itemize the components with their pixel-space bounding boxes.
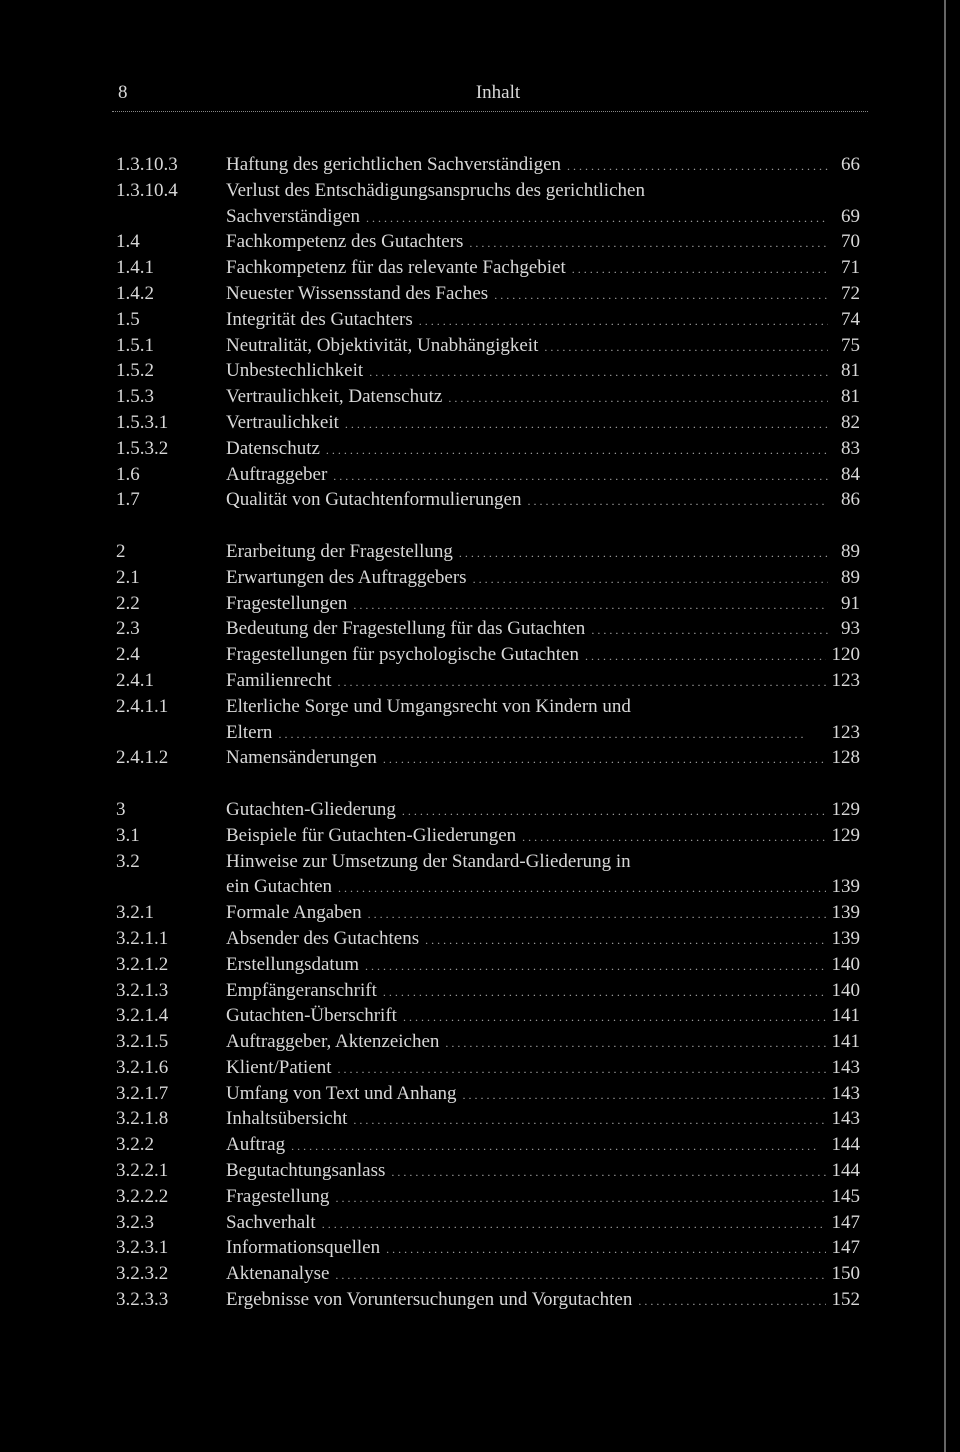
entry-page: 89 xyxy=(841,566,860,588)
toc-entry xyxy=(116,900,860,926)
entry-title: Inhaltsübersicht xyxy=(226,1108,348,1130)
entry-title: Sachverhalt xyxy=(226,1211,316,1233)
dot-leader xyxy=(391,1160,825,1186)
toc-entry xyxy=(116,952,860,978)
toc-entry xyxy=(116,1106,860,1132)
table-of-contents xyxy=(116,152,860,1339)
entry-title: Absender des Gutachtens xyxy=(226,927,420,949)
entry-page: 86 xyxy=(841,489,860,511)
entry-page: 71 xyxy=(841,257,860,279)
entry-number: 3.1 xyxy=(116,824,140,846)
entry-number: 3.2.1.4 xyxy=(116,1005,169,1027)
entry-title: Fragestellungen für psychologische Gutachten xyxy=(226,644,579,666)
entry-page: 144 xyxy=(831,1134,860,1156)
entry-number: 3.2.1 xyxy=(116,902,154,924)
entry-title-continuation: ein Gutachten xyxy=(226,876,333,898)
entry-page: 139 xyxy=(831,876,860,898)
entry-page: 70 xyxy=(841,231,860,253)
dot-leader xyxy=(345,412,828,438)
entry-title: Fragestellungen xyxy=(226,592,348,614)
entry-page: 89 xyxy=(841,540,860,562)
entry-number: 3.2.1.1 xyxy=(116,927,169,949)
entry-page: 83 xyxy=(841,437,860,459)
entry-title: Elterliche Sorge und Umgangsrecht von Kindern und xyxy=(226,695,631,717)
dot-leader xyxy=(463,1083,826,1109)
entry-number: 1.5.1 xyxy=(116,334,154,356)
toc-section xyxy=(116,539,860,771)
dot-leader xyxy=(522,825,825,851)
entry-page: 140 xyxy=(831,979,860,1001)
dot-leader xyxy=(335,1263,825,1289)
toc-entry xyxy=(116,1055,860,1081)
entry-title-continuation: Sachverständigen xyxy=(226,205,361,227)
entry-page: 123 xyxy=(831,669,860,691)
dot-leader xyxy=(459,541,828,567)
header-rule xyxy=(112,111,868,112)
entry-page: 91 xyxy=(841,592,860,614)
entry-title: Gutachten-Überschrift xyxy=(226,1005,397,1027)
dot-leader xyxy=(338,670,826,696)
toc-entry-continuation xyxy=(116,874,860,900)
toc-entry xyxy=(116,591,860,617)
entry-number: 3.2.1.6 xyxy=(116,1056,169,1078)
entry-title: Empfängeranschrift xyxy=(226,979,377,1001)
entry-title: Fachkompetenz für das relevante Fachgebiet xyxy=(226,257,566,279)
entry-page: 128 xyxy=(831,747,860,769)
dot-leader xyxy=(448,386,828,412)
entry-number: 3.2.3.2 xyxy=(116,1263,169,1285)
entry-page: 147 xyxy=(831,1211,860,1233)
toc-entry xyxy=(116,487,860,513)
entry-page: 141 xyxy=(831,1031,860,1053)
entry-number: 2.2 xyxy=(116,592,140,614)
dot-leader xyxy=(365,954,826,980)
scan-edge xyxy=(944,0,946,1452)
entry-title: Begutachtungsanlass xyxy=(226,1160,386,1182)
toc-entry xyxy=(116,694,860,720)
dot-leader xyxy=(333,464,828,490)
entry-page: 120 xyxy=(831,644,860,666)
entry-number: 1.6 xyxy=(116,463,140,485)
entry-page: 143 xyxy=(831,1108,860,1130)
toc-entry xyxy=(116,1081,860,1107)
entry-number: 3.2.1.2 xyxy=(116,953,169,975)
entry-page: 69 xyxy=(841,205,860,227)
entry-number: 3.2.2.2 xyxy=(116,1185,169,1207)
entry-number: 1.7 xyxy=(116,489,140,511)
entry-page: 139 xyxy=(831,902,860,924)
toc-entry xyxy=(116,926,860,952)
toc-entry xyxy=(116,462,860,488)
entry-title: Formale Angaben xyxy=(226,902,362,924)
entry-number: 2.1 xyxy=(116,566,140,588)
entry-title: Gutachten-Gliederung xyxy=(226,798,396,820)
entry-number: 3.2.2 xyxy=(116,1134,154,1156)
dot-leader xyxy=(567,154,828,180)
toc-entry xyxy=(116,307,860,333)
toc-entry xyxy=(116,1235,860,1261)
toc-entry xyxy=(116,384,860,410)
entry-number: 1.3.10.3 xyxy=(116,154,178,175)
entry-page: 123 xyxy=(831,721,860,743)
entry-page: 140 xyxy=(831,953,860,975)
toc-entry xyxy=(116,1029,860,1055)
dot-leader xyxy=(366,206,828,232)
entry-page: 129 xyxy=(831,798,860,820)
entry-page: 139 xyxy=(831,927,860,949)
toc-entry xyxy=(116,1003,860,1029)
entry-number: 3.2.3.1 xyxy=(116,1237,169,1259)
entry-title: Datenschutz xyxy=(226,437,320,459)
toc-entry xyxy=(116,1287,860,1313)
dot-leader xyxy=(572,257,828,283)
entry-page: 152 xyxy=(831,1289,860,1311)
entry-number: 3 xyxy=(116,798,126,820)
entry-number: 2.4.1.1 xyxy=(116,695,169,717)
toc-section xyxy=(116,797,860,1313)
entry-number: 2.4.1 xyxy=(116,669,154,691)
dot-leader xyxy=(291,1134,825,1160)
entry-page: 75 xyxy=(841,334,860,356)
toc-entry xyxy=(116,152,860,178)
entry-number: 2 xyxy=(116,540,126,562)
entry-title: Integrität des Gutachters xyxy=(226,308,413,330)
dot-leader xyxy=(585,644,826,670)
dot-leader xyxy=(338,876,825,902)
entry-number: 3.2.1.7 xyxy=(116,1082,169,1104)
dot-leader xyxy=(386,1237,825,1263)
entry-number: 3.2 xyxy=(116,850,140,872)
toc-entry xyxy=(116,849,860,875)
dot-leader xyxy=(445,1031,825,1057)
entry-number: 1.4.2 xyxy=(116,282,154,304)
entry-page: 150 xyxy=(831,1263,860,1285)
entry-page: 72 xyxy=(841,282,860,304)
toc-entry xyxy=(116,797,860,823)
dot-leader xyxy=(353,593,828,619)
entry-number: 1.5.3.2 xyxy=(116,437,169,459)
entry-number: 1.5.3 xyxy=(116,386,154,408)
entry-page: 81 xyxy=(841,386,860,408)
dot-leader xyxy=(403,1005,826,1031)
entry-number: 2.3 xyxy=(116,618,140,640)
entry-title: Umfang von Text und Anhang xyxy=(226,1082,457,1104)
dot-leader xyxy=(527,489,828,515)
entry-title: Beispiele für Gutachten-Gliederungen xyxy=(226,824,517,846)
entry-number: 3.2.1.3 xyxy=(116,979,169,1001)
dot-leader xyxy=(419,309,828,335)
entry-title: Verlust des Entschädigungsanspruchs des gerichtlichen xyxy=(226,179,645,201)
entry-title: Neuester Wissensstand des Faches xyxy=(226,282,489,304)
entry-title-continuation: Eltern xyxy=(226,721,273,743)
entry-title: Unbestechlichkeit xyxy=(226,360,364,382)
entry-number: 3.2.2.1 xyxy=(116,1160,169,1182)
toc-entry xyxy=(116,333,860,359)
entry-number: 3.2.3 xyxy=(116,1211,154,1233)
entry-title: Auftraggeber xyxy=(226,463,328,485)
dot-leader xyxy=(326,438,828,464)
entry-title: Hinweise zur Umsetzung der Standard-Gliederung in xyxy=(226,850,631,872)
entry-page: 66 xyxy=(841,154,860,175)
page-number: 8 xyxy=(118,82,128,103)
toc-entry xyxy=(116,565,860,591)
toc-entry xyxy=(116,616,860,642)
dot-leader xyxy=(494,283,828,309)
entry-page: 145 xyxy=(831,1185,860,1207)
entry-page: 143 xyxy=(831,1056,860,1078)
entry-number: 1.5 xyxy=(116,308,140,330)
dot-leader xyxy=(383,980,826,1006)
toc-entry xyxy=(116,1261,860,1287)
toc-entry xyxy=(116,1132,860,1158)
dot-leader xyxy=(368,902,826,928)
entry-title: Vertraulichkeit xyxy=(226,411,339,433)
dot-leader xyxy=(369,360,828,386)
entry-page: 141 xyxy=(831,1005,860,1027)
entry-title: Ergebnisse von Voruntersuchungen und Vorgutachten xyxy=(226,1289,633,1311)
entry-title: Qualität von Gutachtenformulierungen xyxy=(226,489,522,511)
toc-entry xyxy=(116,1184,860,1210)
toc-entry xyxy=(116,358,860,384)
entry-title: Erstellungsdatum xyxy=(226,953,359,975)
dot-leader xyxy=(591,618,828,644)
toc-entry xyxy=(116,539,860,565)
entry-number: 1.5.2 xyxy=(116,360,154,382)
running-title: Inhalt xyxy=(475,82,521,103)
entry-page: 74 xyxy=(841,308,860,330)
entry-page: 129 xyxy=(831,824,860,846)
entry-page: 81 xyxy=(841,360,860,382)
dot-leader xyxy=(402,799,826,825)
entry-title: Fragestellung xyxy=(226,1185,330,1207)
toc-entry xyxy=(116,178,860,204)
dot-leader xyxy=(353,1108,825,1134)
entry-page: 93 xyxy=(841,618,860,640)
entry-title: Aktenanalyse xyxy=(226,1263,330,1285)
entry-page: 84 xyxy=(841,463,860,485)
entry-number: 2.4.1.2 xyxy=(116,747,169,769)
entry-title: Klient/Patient xyxy=(226,1056,332,1078)
toc-entry xyxy=(116,281,860,307)
entry-number: 1.3.10.4 xyxy=(116,179,178,201)
entry-number: 3.2.1.8 xyxy=(116,1108,169,1130)
entry-page: 143 xyxy=(831,1082,860,1104)
entry-number: 1.4 xyxy=(116,231,140,253)
entry-title: Erarbeitung der Fragestellung xyxy=(226,540,453,562)
entry-number: 3.2.1.5 xyxy=(116,1031,169,1053)
entry-page: 147 xyxy=(831,1237,860,1259)
entry-title: Vertraulichkeit, Datenschutz xyxy=(226,386,443,408)
entry-title: Auftrag xyxy=(226,1134,286,1156)
toc-entry xyxy=(116,642,860,668)
dot-leader xyxy=(469,231,828,257)
toc-entry xyxy=(116,668,860,694)
entry-title: Informationsquellen xyxy=(226,1237,381,1259)
entry-page: 144 xyxy=(831,1160,860,1182)
entry-number: 3.2.3.3 xyxy=(116,1289,169,1311)
toc-section xyxy=(116,152,860,513)
entry-title: Neutralität, Objektivität, Unabhängigkeit xyxy=(226,334,539,356)
entry-number: 1.4.1 xyxy=(116,257,154,279)
dot-leader xyxy=(425,928,825,954)
entry-title: Erwartungen des Auftraggebers xyxy=(226,566,467,588)
toc-entry xyxy=(116,1158,860,1184)
toc-entry-continuation xyxy=(116,204,860,230)
toc-entry xyxy=(116,745,860,771)
toc-entry xyxy=(116,229,860,255)
entry-title: Familienrecht xyxy=(226,669,332,691)
dot-leader xyxy=(473,567,828,593)
dot-leader xyxy=(338,1057,826,1083)
entry-number: 2.4 xyxy=(116,644,140,666)
toc-entry xyxy=(116,436,860,462)
entry-title: Namensänderungen xyxy=(226,747,377,769)
entry-title: Fachkompetenz des Gutachters xyxy=(226,231,464,253)
dot-leader xyxy=(322,1212,826,1238)
dot-leader xyxy=(383,747,826,773)
entry-title: Auftraggeber, Aktenzeichen xyxy=(226,1031,440,1053)
toc-entry xyxy=(116,823,860,849)
dot-leader xyxy=(638,1289,825,1315)
toc-entry-continuation xyxy=(116,720,860,746)
dot-leader xyxy=(544,335,828,361)
entry-title: Bedeutung der Fragestellung für das Gutachten xyxy=(226,618,586,640)
entry-page: 82 xyxy=(841,411,860,433)
dot-leader xyxy=(278,722,825,748)
toc-entry xyxy=(116,1210,860,1236)
entry-title: Haftung des gerichtlichen Sachverständigen xyxy=(226,154,562,175)
dot-leader xyxy=(335,1186,825,1212)
toc-entry xyxy=(116,410,860,436)
entry-number: 1.5.3.1 xyxy=(116,411,169,433)
toc-entry xyxy=(116,978,860,1004)
toc-entry xyxy=(116,255,860,281)
